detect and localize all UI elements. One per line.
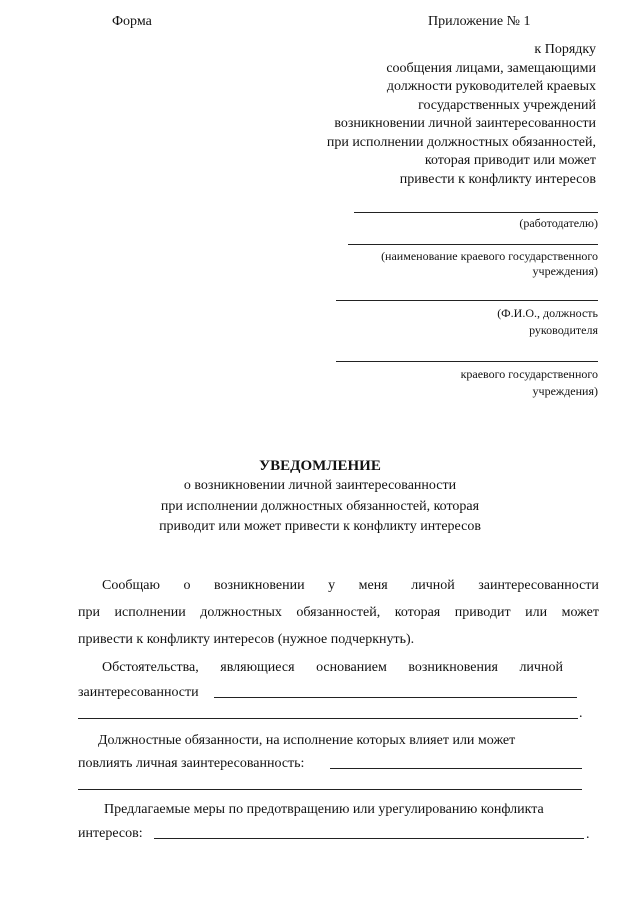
circumstances-fill-line-2[interactable] bbox=[78, 718, 578, 719]
measures-fill-line[interactable] bbox=[154, 838, 584, 839]
employer-caption: (работодателю) bbox=[519, 216, 598, 230]
paragraph-2-line-1 bbox=[102, 659, 563, 676]
word: личной bbox=[411, 578, 455, 593]
caption-line: (наименование краевого государственного bbox=[381, 249, 598, 263]
paragraph-1-line-2 bbox=[78, 604, 599, 621]
paragraph-2-end: . bbox=[579, 706, 583, 721]
word: Обстоятельства, bbox=[102, 660, 199, 675]
word: основанием bbox=[316, 660, 387, 675]
paragraph-4-line-1: Предлагаемые меры по предотвращению или урегулированию конфликта bbox=[104, 802, 544, 817]
duties-fill-line-1[interactable] bbox=[330, 768, 582, 769]
paragraph-4-line-2: интересов: bbox=[78, 826, 143, 841]
caption-line: (Ф.И.О., должность bbox=[497, 306, 598, 320]
caption-line: учреждения) bbox=[532, 264, 598, 278]
word: о bbox=[183, 578, 191, 593]
word: исполнении bbox=[114, 605, 186, 620]
subtitle-line: при исполнении должностных обязанностей, которая bbox=[160, 498, 480, 514]
paragraph-4-end: . bbox=[586, 827, 590, 842]
appendix-line: возникновении личной заинтересованности bbox=[334, 116, 596, 131]
institution-line bbox=[336, 361, 598, 362]
word: возникновения bbox=[408, 660, 498, 675]
word: возникновении bbox=[214, 578, 305, 593]
institution-caption bbox=[461, 366, 598, 400]
fio-line bbox=[336, 300, 598, 301]
appendix-line: к Порядку bbox=[534, 42, 596, 57]
subtitle-line: приводит или может привести к конфликту интересов bbox=[159, 519, 481, 534]
caption-line: краевого государственного bbox=[460, 367, 598, 381]
appendix-line: при исполнении должностных обязанностей, bbox=[326, 134, 596, 150]
appendix-label: Приложение № 1 bbox=[428, 14, 531, 29]
word: обязанностей, bbox=[296, 605, 381, 620]
word: Сообщаю bbox=[102, 578, 160, 593]
paragraph-3-line-2: повлиять личная заинтересованность: bbox=[78, 756, 305, 771]
notice-title: УВЕДОМЛЕНИЕ bbox=[259, 458, 381, 474]
word: при bbox=[78, 605, 100, 620]
word: должностных bbox=[200, 605, 282, 620]
appendix-line: государственных учреждений bbox=[418, 97, 596, 113]
duties-fill-line-2[interactable] bbox=[78, 789, 582, 790]
subtitle-line: о возникновении личной заинтересованности bbox=[183, 478, 457, 493]
institution-name-caption bbox=[381, 249, 598, 279]
employer-line bbox=[354, 212, 598, 213]
paragraph-2-line-2: заинтересованности bbox=[78, 685, 199, 700]
paragraph-1-line-1 bbox=[102, 577, 599, 594]
word: может bbox=[561, 605, 599, 620]
appendix-line: привести к конфликту интересов bbox=[399, 171, 596, 187]
notice-subtitle bbox=[0, 476, 640, 538]
word: приводит bbox=[454, 605, 511, 620]
institution-name-line bbox=[348, 244, 598, 245]
caption-line: учреждения) bbox=[532, 384, 598, 398]
appendix-line: которая приводит или может bbox=[424, 153, 596, 168]
word: являющиеся bbox=[220, 660, 295, 675]
word: у bbox=[328, 578, 336, 593]
appendix-reference bbox=[327, 41, 596, 189]
appendix-line: сообщения лицами, замещающими bbox=[386, 60, 596, 76]
word: которая bbox=[394, 605, 441, 620]
word: личной bbox=[519, 660, 563, 675]
form-label: Форма bbox=[112, 14, 152, 29]
appendix-line: должности руководителей краевых bbox=[386, 79, 596, 94]
word: или bbox=[525, 605, 548, 620]
circumstances-fill-line-1[interactable] bbox=[214, 697, 577, 698]
caption-line: руководителя bbox=[529, 323, 598, 337]
word: заинтересованности bbox=[478, 578, 599, 593]
word: меня bbox=[358, 578, 388, 593]
paragraph-1-line-3: привести к конфликту интересов (нужное подчеркнуть). bbox=[78, 632, 415, 647]
fio-caption bbox=[497, 305, 598, 339]
paragraph-3-line-1: Должностные обязанности, на исполнение которых влияет или может bbox=[98, 733, 516, 748]
